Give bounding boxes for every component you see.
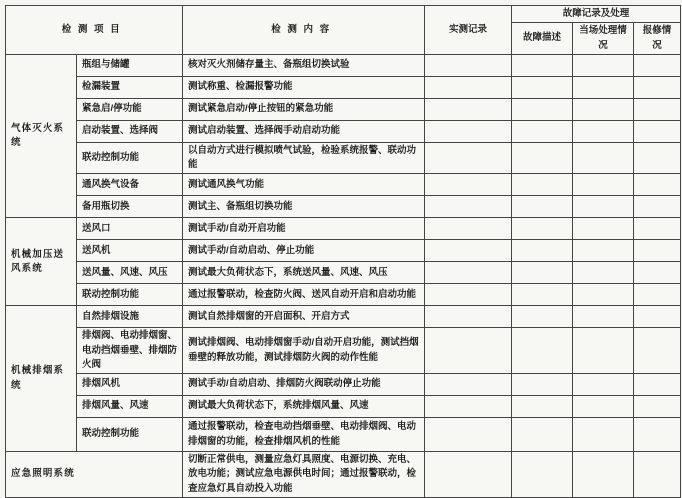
cell-onsite [573,98,634,120]
cell-item: 送风口 [77,218,183,240]
cell-item: 启动装置、选择阀 [77,120,183,142]
cell-content: 测试最大负荷状态下，系统排烟风量、风速 [183,396,425,418]
cell-content: 测试称重、检漏报警功能 [183,76,425,98]
cell-onsite [573,76,634,98]
cell-content: 通过报警联动，检查电动挡烟垂壁、电动排烟阀、电动排烟窗的功能，检查排烟风机的性能 [183,418,425,452]
cell-item: 自然排烟设施 [77,306,183,328]
cell-item: 瓶组与储罐 [77,54,183,76]
table-row [6,418,681,452]
cell-item: 紧急启/停功能 [77,98,183,120]
cell-item: 送风机 [77,240,183,262]
cell-record [425,174,512,196]
header-fault-desc: 故障描述 [512,23,573,55]
cell-content: 测试紧急启动/停止按钮的紧急功能 [183,98,425,120]
table-row [6,174,681,196]
table-row [6,452,681,498]
cell-fault-desc [512,262,573,284]
cell-repair [634,240,681,262]
table-row [6,98,681,120]
header-record: 实测记录 [425,6,512,55]
cell-item: 送风量、风速、风压 [77,262,183,284]
table-row [6,240,681,262]
table-row [6,142,681,174]
cell-fault-desc [512,374,573,396]
cell-content: 以自动方式进行模拟喷气试验，检验系统报警、联动功能 [183,142,425,174]
cell-fault-desc [512,306,573,328]
cell-repair [634,262,681,284]
cell-fault-desc [512,284,573,306]
cell-fault-desc [512,196,573,218]
header-row-1 [6,6,681,23]
cell-content: 通过报警联动，检查防火阀、送风自动开启和启动功能 [183,284,425,306]
table-row [6,284,681,306]
cell-repair [634,452,681,498]
table-row [6,396,681,418]
table-row [6,120,681,142]
table-row [6,76,681,98]
cell-content: 切断正常供电，测量应急灯具照度、电源切换、充电、放电功能；测试应急电源供电时间；通过报警联动，检查应急灯具自动投入功能 [183,452,425,498]
header-repair: 报修情况 [634,23,681,55]
cell-fault-desc [512,328,573,374]
cell-record [425,418,512,452]
cell-onsite [573,418,634,452]
cell-record [425,218,512,240]
cell-item: 备用瓶切换 [77,196,183,218]
table-row [6,374,681,396]
cell-fault-desc [512,240,573,262]
cell-onsite [573,262,634,284]
header-content: 检测内容 [183,6,425,55]
cell-system-smoke-exhaust: 机械排烟系统 [6,306,77,452]
cell-record [425,120,512,142]
cell-item: 联动控制功能 [77,418,183,452]
cell-repair [634,142,681,174]
cell-repair [634,396,681,418]
cell-content: 核对灭火剂储存量主、备瓶组切换试验 [183,54,425,76]
cell-content: 测试手动/自动启动、排烟防火阀联动停止功能 [183,374,425,396]
cell-repair [634,328,681,374]
cell-repair [634,54,681,76]
header-onsite: 当场处理情况 [573,23,634,55]
header-item: 检测项目 [6,6,183,55]
cell-fault-desc [512,174,573,196]
cell-repair [634,120,681,142]
table-row [6,218,681,240]
cell-repair [634,98,681,120]
cell-record [425,240,512,262]
cell-onsite [573,328,634,374]
cell-record [425,196,512,218]
cell-repair [634,196,681,218]
table-row [6,328,681,374]
cell-item: 通风换气设备 [77,174,183,196]
cell-item: 联动控制功能 [77,284,183,306]
cell-onsite [573,306,634,328]
cell-onsite [573,196,634,218]
cell-onsite [573,396,634,418]
table-row [6,306,681,328]
cell-repair [634,306,681,328]
cell-record [425,262,512,284]
cell-record [425,452,512,498]
cell-fault-desc [512,142,573,174]
cell-system-gas: 气体灭火系统 [6,54,77,218]
cell-repair [634,218,681,240]
cell-record [425,76,512,98]
table-row [6,196,681,218]
cell-content: 测试手动/自动启动、停止功能 [183,240,425,262]
cell-repair [634,174,681,196]
cell-onsite [573,174,634,196]
cell-item: 检漏装置 [77,76,183,98]
cell-record [425,284,512,306]
cell-fault-desc [512,396,573,418]
cell-record [425,98,512,120]
cell-onsite [573,54,634,76]
header-fault-group: 故障记录及处理 [512,6,681,23]
cell-onsite [573,374,634,396]
cell-fault-desc [512,418,573,452]
cell-repair [634,76,681,98]
cell-content: 测试主、备瓶组切换功能 [183,196,425,218]
cell-content: 测试手动/自动开启功能 [183,218,425,240]
cell-onsite [573,120,634,142]
cell-record [425,374,512,396]
cell-system-emergency-lighting: 应急照明系统 [6,452,183,498]
cell-onsite [573,452,634,498]
cell-record [425,396,512,418]
cell-item: 排烟阀、电动排烟窗、电动挡烟垂壁、排烟防火阀 [77,328,183,374]
cell-onsite [573,284,634,306]
cell-onsite [573,218,634,240]
cell-item: 联动控制功能 [77,142,183,174]
table-row [6,54,681,76]
cell-repair [634,374,681,396]
cell-content: 测试启动装置、选择阀手动启动功能 [183,120,425,142]
cell-content: 测试排烟阀、电动排烟窗手动/自动开启功能，测试挡烟垂壁的释放功能，测试排烟防火阀的动作性能 [183,328,425,374]
cell-fault-desc [512,120,573,142]
cell-repair [634,284,681,306]
inspection-table [5,5,681,498]
cell-item: 排烟风量、风速 [77,396,183,418]
cell-onsite [573,240,634,262]
cell-record [425,328,512,374]
cell-repair [634,418,681,452]
table-row [6,262,681,284]
cell-fault-desc [512,76,573,98]
cell-fault-desc [512,218,573,240]
cell-content: 测试最大负荷状态下，系统送风量、风速、风压 [183,262,425,284]
cell-record [425,54,512,76]
cell-fault-desc [512,452,573,498]
cell-fault-desc [512,98,573,120]
cell-fault-desc [512,54,573,76]
cell-record [425,142,512,174]
cell-onsite [573,142,634,174]
cell-content: 测试通风换气功能 [183,174,425,196]
cell-item: 排烟风机 [77,374,183,396]
cell-record [425,306,512,328]
cell-system-pressurized-air: 机械加压送风系统 [6,218,77,306]
cell-content: 测试自然排烟窗的开启面积、开启方式 [183,306,425,328]
